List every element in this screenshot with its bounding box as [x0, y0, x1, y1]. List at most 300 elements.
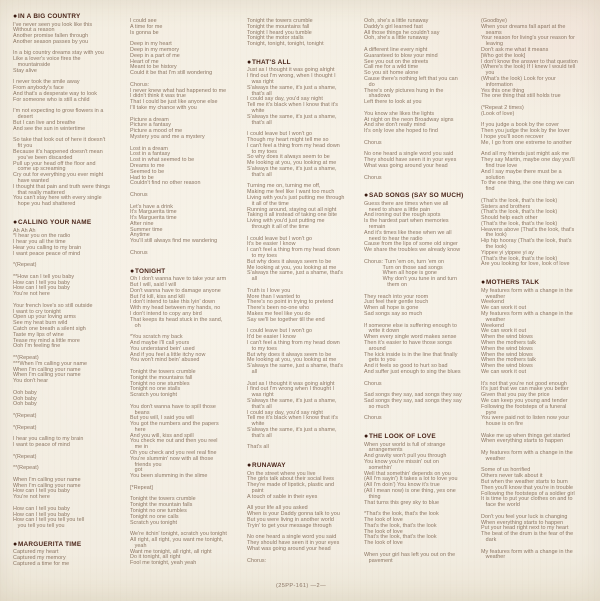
lyric-line: Then it's easier to have those songs [364, 339, 452, 346]
lyric-line: They reach into your room [364, 293, 429, 300]
lyric-line: That I could be just like anyone else [130, 99, 218, 106]
lyric-line: (All I'm sayin') It takes a lot to love you [364, 476, 458, 483]
lyric-line: Ooh, she's a little runaway [364, 35, 429, 42]
lyric-line: Daddy's girl learned fast [364, 23, 423, 30]
lyric-line: That turns this grey sky to blue [364, 499, 440, 506]
lyric-line: ***When I'm calling your name [13, 360, 88, 367]
lyric-line: Others never talk about it [481, 473, 543, 480]
lyric-line: have wanted [13, 178, 49, 185]
lyric-line: The look of love [364, 516, 403, 523]
lyric-line: *(Repeat) [13, 453, 37, 460]
lyric-line: to my toes [247, 148, 278, 155]
stanza [364, 416, 471, 422]
lyric-line: **How can I tell you baby [13, 273, 75, 280]
lyric-line: **(Repeat) [13, 465, 39, 472]
lyric-line: desert [13, 114, 33, 121]
lyric-line: All those things he couldn't say [364, 29, 440, 36]
lyric-line: Stay alive [13, 67, 37, 74]
lyric-line: Dreams to me [130, 162, 165, 169]
lyric-line: If you judge a book by the cover [481, 122, 560, 129]
lyric-line: paint [247, 487, 264, 494]
lyric-line: Though my heart might tell me so [247, 137, 329, 144]
lyric-line: In a big country dreams stay with you [13, 50, 104, 57]
song-title: ●SAD SONGS (SAY SO MUCH) [364, 192, 464, 200]
lyric-line: When I'm calling your name [13, 476, 81, 483]
stanza [130, 42, 237, 77]
lyric-line: Turn on those sad songs [364, 264, 443, 271]
lyric-line: Chorus: Turn 'em on, turn 'em on [364, 258, 445, 265]
song-title: ●MOTHERS TALK [481, 279, 540, 287]
lyric-line: Guaranteed to blow your mind [364, 52, 438, 59]
lyric-line: Cry out for everything you ever might [13, 172, 104, 179]
lyric-line: Chorus [130, 249, 148, 256]
lyric-line: We're itchin' tonight, scratch you tonight [130, 531, 227, 538]
lyric-line: Heart of me [130, 58, 159, 65]
lyric-line: I don't know the answer to that question [481, 58, 578, 65]
lyric-line: When all hope is gone [364, 270, 437, 277]
lyric-line: seams [481, 29, 502, 36]
lyric-line: S'always the same, it's just a shame, [247, 426, 337, 433]
stanza [130, 193, 237, 199]
lyric-line: Hip hip hooray (That's the look, that's [481, 238, 572, 245]
stanza [130, 405, 237, 480]
lyric-line: Weekend [481, 299, 505, 306]
lyric-line: it all of the time [247, 200, 289, 207]
stanza [130, 486, 237, 492]
lyric-line: was right [247, 392, 274, 399]
lyric-line: Don't you feel your luck is changing [481, 513, 568, 520]
song-block [130, 268, 237, 567]
lyric-line: weather [481, 316, 506, 323]
lyric-line: me in [130, 444, 149, 451]
lyric-line: Yes this one thing [481, 87, 525, 94]
stanza [247, 382, 354, 440]
lyric-line: Tonight no one calls [130, 513, 179, 520]
lyric-line: white [247, 108, 265, 115]
lyric-line: do [364, 81, 375, 88]
lyric-line: We share the troubles we already know [364, 247, 461, 254]
stanza [364, 382, 471, 388]
lyric-line: Tonight the towers crumble [130, 496, 196, 503]
lyric-line: At night on the neon Broadway signs [364, 116, 454, 123]
song-block [13, 219, 120, 530]
stanza [481, 434, 588, 446]
lyric-line: Tryin' to get your message through [247, 522, 332, 529]
song-title: ●THAT'S ALL [247, 58, 291, 66]
lyric-line: yeah [130, 542, 147, 549]
lyric-line: leaving [481, 41, 504, 48]
lyric-line: The one thing that still holds true [481, 93, 561, 100]
lyric-line: How can I tell you baby [13, 285, 70, 292]
lyric-line: Open up your loving arms [13, 314, 76, 321]
lyric-line: Summer time [130, 226, 163, 233]
lyric-line: No one heard a single word you said [247, 534, 337, 541]
lyric-line: that really mattered [13, 189, 65, 196]
stanza [481, 550, 588, 562]
stanza [13, 304, 120, 350]
lyric-line: Say we'll be together till the end [247, 316, 325, 323]
lyric-line: Tonight the mountains fall [247, 23, 310, 30]
lyric-line: Cause there's nothing left that you can [364, 75, 458, 82]
lyric-line: It's not that you're not good enough [481, 380, 567, 387]
lyric-line: Don't ask me what it means [481, 46, 549, 53]
lyric-line: When your dreams fall apart at the [481, 23, 566, 30]
song-block [247, 59, 354, 451]
lyric-line: Is gonna be [130, 29, 159, 36]
lyric-line: And she don't really mind [364, 122, 426, 129]
lyric-line: thing [364, 493, 381, 500]
lyric-line: Taking it all instead of taking one bite [247, 212, 338, 219]
lyric-line: S'always the same, it's just a shame, [247, 166, 337, 173]
song-block [481, 19, 588, 268]
lyric-line: fit you [13, 143, 33, 150]
song-block [130, 19, 237, 257]
lyric-line: But I'd kill, kiss and kill [130, 293, 185, 300]
stanza [247, 289, 354, 324]
lyric-line: got [130, 467, 143, 474]
lyric-line: them on [364, 281, 408, 288]
lyric-line: Are you looking for love, look of love [481, 261, 570, 268]
lyric-line: Living with you's just putting me through [247, 195, 345, 202]
lyric-line: Just as I thought it was going alright [247, 380, 335, 387]
stanza [481, 199, 588, 269]
lyric-line: Without a reason [13, 27, 55, 34]
lyric-line: That keeps its head stuck in the sand, [130, 316, 223, 323]
lyric-line: to my toes [247, 252, 278, 259]
lyric-line: *That's the look, that's the look [364, 511, 439, 518]
stanza [364, 324, 471, 376]
lyrics-column [481, 13, 588, 579]
lyric-line: Tonight, tonight, tonight, tonight [247, 41, 324, 48]
lyric-line: There's only pictures hung in the [364, 87, 444, 94]
lyric-line: Chorus: [247, 557, 267, 564]
lyric-line: beans [130, 409, 150, 416]
lyric-line: mountainside [13, 62, 51, 69]
lyric-line: They should have seen it in your eyes [364, 157, 457, 164]
lyric-line: here [130, 426, 146, 433]
lyric-line: Call me for a wild time [364, 64, 419, 71]
lyric-line: You don't hear [13, 378, 49, 385]
stanza [481, 382, 588, 428]
lyric-line: *(Repeat) [13, 413, 37, 419]
lyric-line: I hear you calling to my brain [13, 436, 84, 443]
lyric-line: Catch one breath a silent sigh [13, 326, 86, 333]
stanza [13, 391, 120, 408]
lyric-line: (Goodbye) [481, 18, 507, 24]
lyric-line: When the mothers talk [481, 339, 536, 346]
lyric-line: S'always the same, it's just a shame, [247, 397, 337, 404]
lyric-line: No one heard a single word you said [364, 151, 454, 158]
stanza [13, 275, 120, 298]
lyric-line: I can't feel a thing from my head down [247, 339, 340, 346]
song-title: ●THE LOOK OF LOVE [364, 433, 436, 441]
lyric-line: Ooh, she's a little runaway [364, 18, 429, 24]
stanza [247, 237, 354, 283]
lyric-line: When the mothers talk [481, 357, 536, 364]
lyric-line: You been slumming in the slime [130, 473, 208, 480]
stanza [247, 19, 354, 48]
lyric-line: And all my friends just might ask me [481, 151, 570, 158]
lyric-line: Meant to be history [130, 64, 177, 71]
stanza [247, 184, 354, 230]
lyric-line: I could leave but I won't go [247, 328, 313, 335]
stanza [364, 260, 471, 289]
lyric-line: I thought that pain and truth were things [13, 183, 111, 190]
lyric-line: Captured a time for me [13, 561, 70, 568]
lyric-line: (That's the look, that's the look) [481, 220, 558, 227]
lyric-line: (That's the look, that's the look) [481, 197, 558, 204]
lyric-line: Fool me tonight, yeah yeah [130, 560, 197, 567]
lyric-line: **(Repeat) [13, 355, 39, 362]
lyric-line: come up screaming [13, 166, 66, 173]
lyric-line: Some of us horrified [481, 467, 531, 474]
lyric-line: Given that you pay the price [481, 392, 550, 399]
lyric-line: information [481, 81, 513, 88]
lyric-line: Put your head right next to my heart [481, 525, 569, 532]
lyric-line: Yippee yi yippee yi ay [481, 249, 535, 256]
lyric-line: Don't wanna have to damage anyone [130, 287, 221, 294]
lyric-line: Couldn't find no other reason [130, 180, 201, 187]
lyric-line: And that's a desperate way to look [13, 91, 97, 98]
lyric-line: We can work it out [481, 368, 527, 375]
lyric-line: You know she likes the lights [364, 110, 435, 117]
lyric-line: They should have seen it in your eyes [247, 540, 340, 547]
song-bullet-icon: ● [13, 219, 18, 226]
lyric-line: After nine [130, 220, 154, 227]
lyric-line: Sad songs they say, sad songs they say [364, 397, 462, 404]
lyric-line: From anybody's face [13, 85, 64, 92]
lyric-line: When your world is full of strange [364, 441, 446, 448]
lyric-line: Deep in my memory [130, 46, 180, 53]
lyric-line: So you sit home alone [364, 70, 419, 77]
lyric-line: I could say day, you'd say night [247, 409, 323, 416]
song-block [13, 541, 120, 568]
lyric-line: you tell you tell you [13, 523, 65, 530]
lyric-line: Chorus [364, 415, 382, 422]
lyric-line: the look) [481, 232, 507, 239]
lyric-line: somethin' [364, 464, 392, 471]
lyrics-column [364, 13, 471, 579]
lyric-line: I don't intend to copy any bird [130, 310, 202, 317]
stanza [481, 451, 588, 463]
lyric-line: Guess there are times when we all [364, 200, 449, 207]
lyric-line: When the wind blows [481, 363, 533, 370]
lyric-line: Tonight I heard you tumble [247, 29, 312, 36]
lyric-line: Captured my memory [13, 555, 66, 562]
lyric-line: *(Repeat) [13, 262, 37, 269]
lyric-line: hope you had shattered [13, 201, 76, 208]
lyric-line: You check me out and then you reel [130, 438, 218, 445]
lyric-line: My features form with a change in the [481, 287, 573, 294]
lyric-line: Why don't you tune in and turn [364, 276, 458, 283]
stanza [364, 112, 471, 135]
lyric-line: [*Repeat] [130, 484, 153, 491]
lyric-line: Taste my lips of wine [13, 331, 64, 338]
lyric-line: Picture a fantasy [130, 122, 172, 129]
lyric-line: pavement [364, 557, 393, 564]
lyric-line: Then you judge the look by the lover [481, 128, 570, 135]
lyric-line: Could it be that I'm still wondering [130, 70, 213, 77]
lyric-line: shadows [364, 93, 391, 100]
lyric-line: More than I wanted to [247, 293, 301, 300]
catalog-number: (25PP-161) —2— [276, 583, 327, 589]
lyric-line: Me, I go from one extreme to another [481, 139, 572, 146]
lyric-line: *I hear you on the radio [13, 233, 71, 240]
lyric-line: all [247, 276, 258, 283]
lyric-line: You understand bein' used [130, 345, 195, 352]
lyric-line: dark [481, 537, 497, 544]
lyric-line: Chorus: [130, 81, 150, 88]
lyric-line: Just as I thought it was going alright [247, 67, 335, 74]
lyric-line: S'always the same, just a shame, that's [247, 363, 343, 370]
lyric-line: You won't mind bein' abused [130, 357, 200, 364]
lyric-line: You're slummin' now with all those [130, 455, 214, 462]
stanza [13, 437, 120, 449]
stanza [247, 329, 354, 375]
stanza [247, 559, 354, 565]
lyric-line: gets to you [364, 357, 396, 364]
lyric-line: Chorus [364, 380, 382, 387]
lyric-line: Tonight no one stumbles [130, 380, 190, 387]
stanza [13, 414, 120, 420]
song-block [364, 19, 471, 181]
song-bullet-icon: ● [364, 192, 369, 200]
lyric-line: Chorus [364, 174, 382, 181]
stanza [247, 472, 354, 501]
stanza [130, 335, 237, 364]
lyric-line: Tonight the towers crumble [130, 368, 196, 375]
lyric-line: Scratch you tonight [130, 392, 178, 399]
lyric-line: We can work it out [481, 305, 527, 312]
lyric-line: That's the look, that's the look [364, 522, 437, 529]
lyric-line: Captured my heart [13, 549, 59, 556]
lyric-line: I want to cry tonight [13, 308, 61, 315]
lyric-line: You're not here [13, 291, 50, 298]
lyric-line: that's all [247, 171, 272, 178]
lyric-line: through it all of the time [247, 224, 309, 230]
lyric-line: S'always the same, it's just a shame, [247, 84, 337, 91]
lyric-line: write it down [364, 328, 400, 335]
lyric-line: Tonight the motor stalls [247, 35, 304, 42]
lyric-line: But you were living in another world [247, 516, 334, 523]
lyric-line: I never took the smile away [13, 79, 80, 86]
lyric-line: It is time to put your clothes on and to [481, 496, 573, 503]
lyric-line: I find out I'm wrong, when I thought I [247, 73, 336, 80]
lyric-line: When I'm calling your name [13, 366, 81, 373]
lyric-line: It'd be easier I know [247, 334, 296, 341]
lyric-line: When I'm calling your name [13, 482, 81, 489]
lyric-line: Tease my mind a little more [13, 337, 80, 344]
lyric-line: solution [481, 174, 505, 181]
lyric-line: all [247, 368, 258, 375]
lyric-line: Makes me feel like you do [247, 310, 311, 317]
lyric-line: But I can live and breathe [13, 120, 76, 127]
lyric-line: (Look of love) [481, 110, 515, 117]
lyric-line: How can I tell you baby [13, 279, 70, 286]
lyric-line: need to hear the radio [364, 235, 423, 242]
lyric-line: Like a lover's voice fires the [13, 56, 81, 63]
lyric-line: Living with you'd just putting me [247, 218, 325, 225]
lyric-line: find true love [481, 162, 518, 169]
lyric-line: And see the sun in wintertime [13, 125, 86, 132]
lyric-line: Me looking at you, you looking at me [247, 160, 337, 167]
lyric-line: (*Repeat 2 times) [481, 104, 524, 111]
lyric-line: Sad songs say so much [364, 310, 423, 317]
stanza [247, 445, 354, 451]
lyric-line: What was going around your head [364, 162, 448, 169]
lyric-line: On the street where you live [247, 470, 316, 477]
lyrics-column [130, 13, 237, 579]
lyric-line: If someone else is suffering enough to [364, 322, 457, 329]
lyric-line: So take that look out of here it doesn't [13, 137, 106, 144]
lyric-line: A time for me [130, 23, 163, 30]
stanza [364, 202, 471, 254]
lyric-line: How can I tell you tell you tell [13, 517, 85, 524]
stanza [130, 497, 237, 526]
song-title: ●TONIGHT [130, 267, 166, 275]
stanza [130, 532, 237, 567]
lyric-line: Chorus [130, 191, 148, 198]
lyric-line: Left there to look at you [364, 99, 422, 106]
stanza [130, 205, 237, 246]
lyric-line: You'll still always find me wandering [130, 238, 218, 245]
lyric-line: I could see [130, 18, 157, 24]
lyric-line: You don't wanna have to spill those [130, 403, 216, 410]
lyric-line: I find out I'm wrong when I thought I [247, 386, 335, 393]
lyric-line: (What's the look) Look for your [481, 75, 556, 82]
lyric-line: white [247, 421, 265, 428]
lyric-line: When everything starts to happen [481, 438, 564, 445]
lyric-line: Mystery you and me a mystery [130, 133, 205, 140]
lyric-line: It's just that we can make you better [481, 386, 569, 393]
lyric-line: oh [130, 322, 141, 329]
lyric-line: Sisters and brothers [481, 203, 531, 210]
lyric-line: face the world [481, 502, 520, 509]
stanza [481, 106, 588, 118]
lyric-line: find [481, 186, 495, 193]
song-title: ●IN A BIG COUNTRY [13, 13, 81, 20]
lyric-line: Following the footsteps of a funeral [481, 403, 567, 410]
lyric-line: (That's the look, that's the look) [481, 255, 558, 262]
lyric-line: Ooh baby [13, 389, 37, 396]
lyric-line: arrangements [364, 447, 403, 454]
lyric-line: It's Marguerita time [130, 215, 177, 222]
lyric-line: The look of love [364, 540, 403, 547]
lyric-line: Lost in a dream [130, 145, 168, 152]
stanza [13, 263, 120, 269]
lyric-line: There's been no-one who [247, 305, 310, 312]
stanza [13, 23, 120, 46]
song-block [13, 13, 120, 208]
stanza [481, 19, 588, 100]
lyric-line: Me looking at you, you looking at me [247, 264, 337, 271]
stanza [364, 48, 471, 106]
lyric-line: How can I tell you baby [13, 511, 70, 518]
song-bullet-icon: ● [364, 433, 369, 441]
stanza [13, 507, 120, 530]
lyric-line: And suffer just enough to sing the blues [364, 368, 461, 375]
lyric-line: Weekend [481, 322, 505, 329]
lyric-line: Tonight no one stalls [130, 386, 181, 393]
lyrics-column [247, 13, 354, 579]
stanza [364, 512, 471, 547]
lyric-line: All right, all right, you want me tonight, [130, 537, 224, 544]
lyric-line: It's be easier I know [247, 241, 296, 248]
stanza [13, 229, 120, 258]
stanza [247, 535, 354, 552]
lyric-line: that's all [247, 403, 272, 410]
lyric-line: I'll take my chance with you [130, 104, 197, 111]
